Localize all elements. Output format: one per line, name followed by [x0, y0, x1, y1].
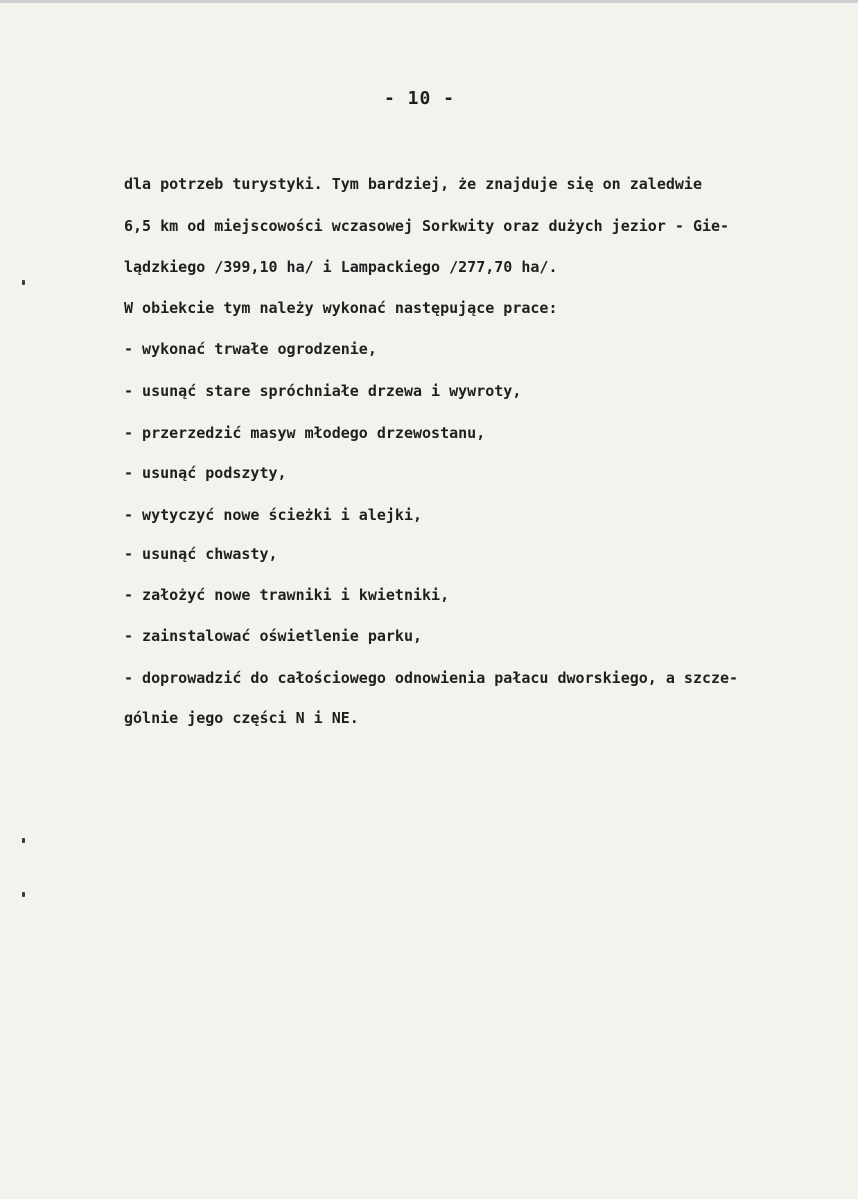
text-line-3: lądzkiego /399,10 ha/ i Lampackiego /277,70 ha/. — [124, 258, 558, 276]
margin-punch-mark — [22, 838, 25, 843]
text-line-4: W obiekcie tym należy wykonać następujące prace: — [124, 299, 558, 317]
list-item-2: - usunąć stare spróchniałe drzewa i wywroty, — [124, 382, 522, 400]
list-item-3: - przerzedzić masyw młodego drzewostanu, — [124, 424, 486, 442]
text-line-2: 6,5 km od miejscowości wczasowej Sorkwity oraz dużych jezior - Gie- — [124, 217, 730, 235]
list-item-9: - doprowadzić do całościowego odnowienia pałacu dworskiego, a szcze- — [124, 669, 739, 687]
margin-punch-mark — [22, 280, 25, 285]
list-item-5: - wytyczyć nowe ścieżki i alejki, — [124, 506, 423, 524]
list-item-1: - wykonać trwałe ogrodzenie, — [124, 340, 377, 358]
text-line-final: gólnie jego części N i NE. — [124, 709, 359, 727]
page-top-edge — [0, 0, 858, 3]
list-item-8: - zainstalować oświetlenie parku, — [124, 627, 423, 645]
page-number: - 10 - — [384, 88, 456, 109]
list-item-4: - usunąć podszyty, — [124, 464, 287, 482]
margin-punch-mark — [22, 892, 25, 897]
list-item-7: - założyć nowe trawniki i kwietniki, — [124, 586, 450, 604]
text-line-1: dla potrzeb turystyki. Tym bardziej, że znajduje się on zaledwie — [124, 175, 702, 193]
list-item-6: - usunąć chwasty, — [124, 545, 278, 563]
